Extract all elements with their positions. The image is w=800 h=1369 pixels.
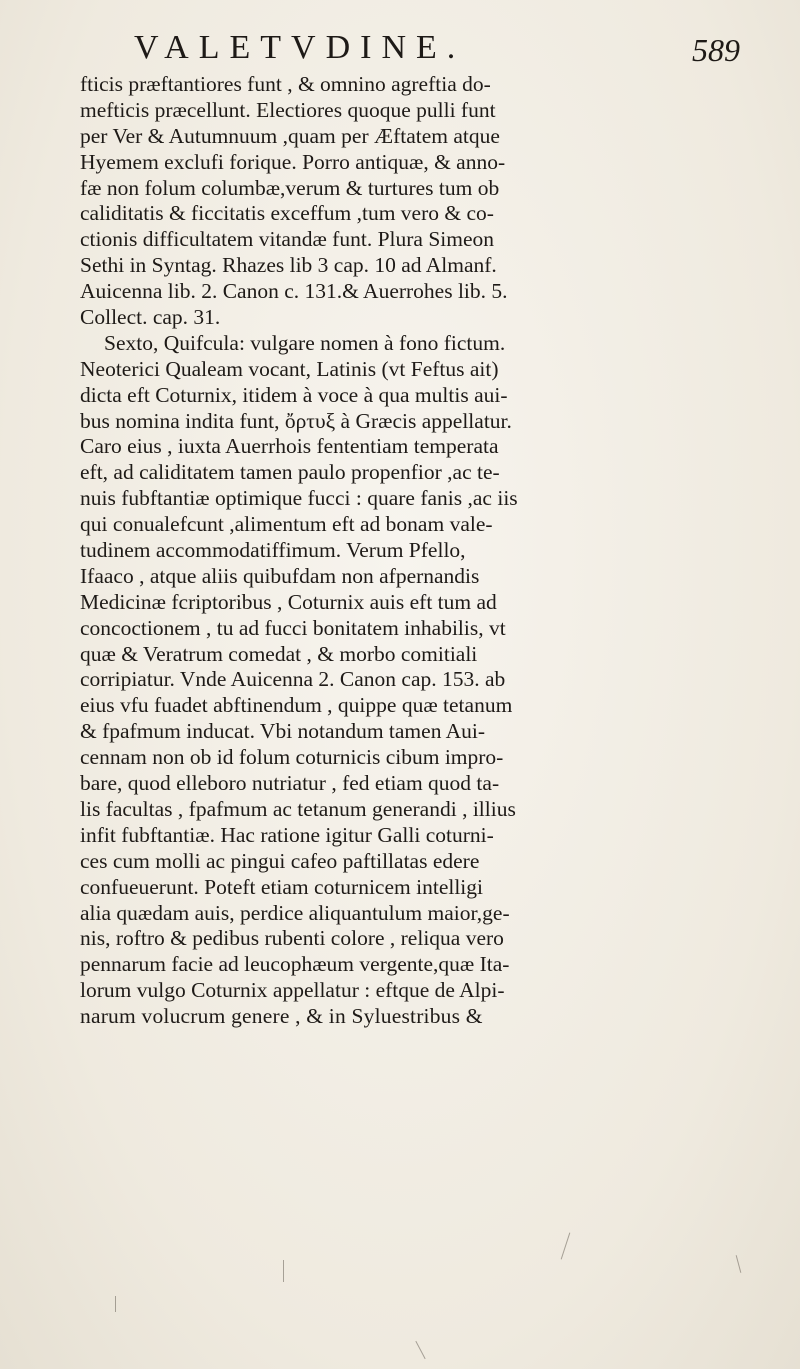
text-line: qui conualefcunt ,alimentum eft ad bonam vale- [80, 512, 493, 537]
text-line: Sethi in Syntag. Rhazes lib 3 cap. 10 ad Almanf. [80, 253, 497, 278]
paper-mark [283, 1260, 284, 1282]
text-line: fticis præftantiores funt , & omnino agreftia do- [80, 72, 491, 96]
text-line: ctionis difficultatem vitandæ funt. Plura Simeon [80, 227, 495, 252]
text-line: mefticis præcellunt. Electiores quoque pulli funt [80, 97, 496, 122]
text-line: fæ non folum columbæ,verum & turtures tum ob [80, 175, 500, 200]
text-line: bus nomina indita funt, ὄρτυξ à Græcis appellatur. [80, 408, 512, 433]
text-line: cennam non ob id folum coturnicis cibum impro- [80, 745, 504, 770]
text-line: lorum vulgo Coturnix appellatur : eftque de Alpi- [80, 978, 505, 1003]
text-line: Ifaaco , atque aliis quibufdam non afpernandis [80, 563, 480, 588]
text-line: per Ver & Autumnuum ,quam per Æftatem atque [80, 123, 500, 148]
text-line: bare, quod elleboro nutriatur , fed etiam quod ta- [80, 771, 500, 796]
text-line: nis, roftro & pedibus rubenti colore , reliqua vero [80, 926, 504, 951]
text-line: & fpafmum inducat. Vbi notandum tamen Aui- [80, 719, 486, 744]
text-line: ces cum molli ac pingui cafeo paftillatas edere [80, 848, 480, 873]
text-line: dicta eft Coturnix, itidem à voce à qua multis aui- [80, 382, 508, 407]
text-line: quæ & Veratrum comedat , & morbo comitiali [80, 641, 478, 666]
running-head-title: VALETVDINE. [134, 29, 466, 66]
paper-mark [561, 1233, 571, 1260]
text-line: corripiatur. Vnde Auicenna 2. Canon cap. 153. ab [80, 667, 506, 692]
text-line: Caro eius , iuxta Auerrhois fententiam temperata [80, 434, 499, 459]
page-number: 589 [692, 32, 740, 68]
paper-mark [115, 1296, 116, 1312]
paragraph-start-line: Sexto, Quifcula: vulgare nomen à fono fictum. [104, 330, 506, 355]
text-line: eft, ad caliditatem tamen paulo propenfior ,ac te- [80, 460, 500, 485]
text-line: Neoterici Qualeam vocant, Latinis (vt Feftus ait) [80, 356, 499, 381]
text-line: concoctionem , tu ad fucci bonitatem inhabilis, vt [80, 615, 506, 640]
text-line: alia quædam auis, perdice aliquantulum maior,ge- [80, 900, 510, 925]
text-line: pennarum facie ad leucophæum vergente,quæ Ita- [80, 952, 510, 977]
text-line: narum volucrum genere , & in Syluestribus & [80, 1004, 483, 1029]
paper-mark [736, 1255, 742, 1273]
text-line: Auicenna lib. 2. Canon c. 131.& Auerrohes lib. 5. [80, 279, 508, 304]
text-line: confueuerunt. Poteft etiam coturnicem intelligi [80, 874, 483, 899]
text-line: infit fubftantiæ. Hac ratione igitur Galli coturni- [80, 822, 494, 847]
paper-mark [415, 1341, 425, 1359]
running-head [82, 28, 760, 68]
text-line: Hyemem exclufi forique. Porro antiquæ, & anno- [80, 149, 506, 174]
text-line: Medicinæ fcriptoribus , Coturnix auis eft tum ad [80, 589, 497, 614]
text-line: Collect. cap. 31. [80, 305, 221, 330]
text-line: nuis fubftantiæ optimique fucci : quare fanis ,ac iis [80, 486, 518, 511]
text-line: tudinem accommodatiffimum. Verum Pfello, [80, 538, 466, 563]
text-line: caliditatis & ficcitatis exceffum ,tum vero & co- [80, 201, 494, 226]
text-line: eius vfu fuadet abftinendum , quippe quæ tetanum [80, 693, 513, 718]
body-text [80, 72, 770, 1030]
text-line: lis facultas , fpafmum ac tetanum generandi , illius [80, 796, 516, 821]
